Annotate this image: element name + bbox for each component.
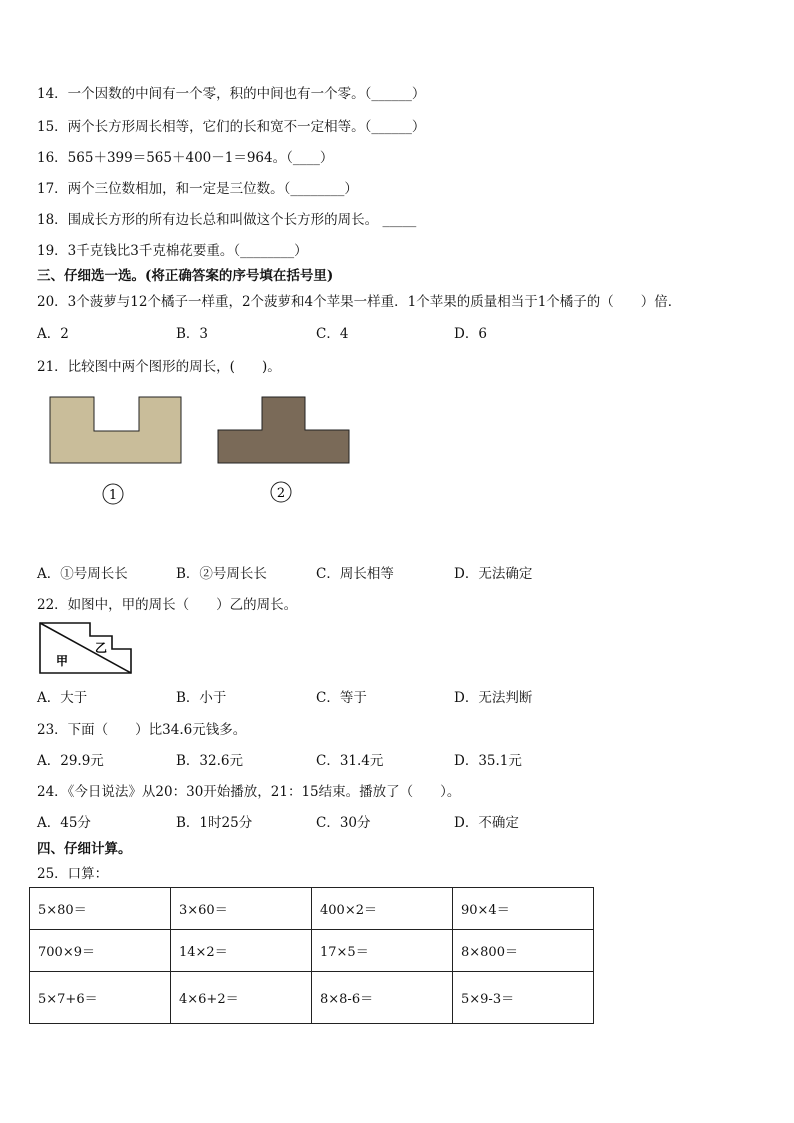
- q21-option-d: D．无法确定: [454, 566, 533, 582]
- q24-option-b: B．1时25分: [176, 815, 253, 831]
- q21-option-b: B．②号周长长: [176, 566, 267, 582]
- q24-option-d: D．不确定: [454, 815, 519, 831]
- table-row: [30, 888, 594, 930]
- table-cell: 17×5＝: [312, 930, 453, 972]
- label-yi: 乙: [95, 641, 108, 655]
- question-17: 17．两个三位数相加，和一定是三位数。（________）: [37, 181, 358, 197]
- question-19: 19．3千克钱比3千克棉花要重。（________）: [37, 243, 308, 259]
- q22-option-a: A．大于: [37, 690, 88, 706]
- table-cell: 5×80＝: [30, 888, 171, 930]
- question-14: 14．一个因数的中间有一个零，积的中间也有一个零。（______）: [37, 86, 426, 102]
- table-row: [30, 930, 594, 972]
- shape-2-label: 2: [276, 486, 286, 501]
- question-18: 18．围成长方形的所有边长总和叫做这个长方形的周长。 _____: [37, 212, 417, 228]
- table-cell: 5×9-3＝: [453, 972, 594, 1024]
- table-cell: 3×60＝: [171, 888, 312, 930]
- shape-1-label: 1: [108, 488, 118, 503]
- q24-option-c: C．30分: [316, 815, 371, 831]
- table-cell: 5×7+6＝: [30, 972, 171, 1024]
- q23-option-c: C．31.4元: [316, 753, 384, 769]
- q22-option-c: C．等于: [316, 690, 367, 706]
- q24-option-a: A．45分: [37, 815, 91, 831]
- q21-option-c: C．周长相等: [316, 566, 394, 582]
- q21-option-a: A．①号周长长: [37, 566, 128, 582]
- question-15: 15．两个长方形周长相等，它们的长和宽不一定相等。（______）: [37, 119, 426, 135]
- table-cell: 8×8-6＝: [312, 972, 453, 1024]
- shape-2-t-shape: [218, 397, 349, 463]
- question-24-stem: 24．《今日说法》从20：30开始播放，21：15结束。播放了（ ）。: [37, 784, 461, 800]
- question-21-stem: 21．比较图中两个图形的周长，( )。: [37, 359, 281, 375]
- table-cell: 400×2＝: [312, 888, 453, 930]
- question-20-stem: 20．3个菠萝与12个橘子一样重，2个菠萝和4个苹果一样重．1个苹果的质量相当于1个橘子的（ ）倍．: [37, 294, 682, 310]
- section-3-heading: 三、仔细选一选。(将正确答案的序号填在括号里): [37, 268, 334, 284]
- table-row: [30, 972, 594, 1024]
- mental-math-table: [29, 887, 594, 1024]
- q22-option-d: D．无法判断: [454, 690, 533, 706]
- q23-option-a: A．29.9元: [37, 753, 104, 769]
- q20-option-b: B．3: [176, 326, 209, 342]
- q20-option-d: D．6: [454, 326, 487, 342]
- question-22-stem: 22．如图中，甲的周长（ ）乙的周长。: [37, 597, 298, 613]
- table-cell: 700×9＝: [30, 930, 171, 972]
- q20-option-a: A．2: [37, 326, 69, 342]
- question-16: 16．565＋399＝565＋400－1＝964。（____）: [37, 150, 334, 166]
- shape-1-u-shape: [50, 397, 181, 463]
- q23-option-d: D．35.1元: [454, 753, 522, 769]
- question-25-stem: 25．口算：: [37, 866, 109, 882]
- q22-option-b: B．小于: [176, 690, 227, 706]
- section-4-heading: 四、仔细计算。: [37, 841, 132, 857]
- question-23-stem: 23．下面（ ）比34.6元钱多。: [37, 722, 247, 738]
- label-jia: 甲: [56, 654, 69, 668]
- q23-option-b: B．32.6元: [176, 753, 243, 769]
- table-cell: 8×800＝: [453, 930, 594, 972]
- table-cell: 90×4＝: [453, 888, 594, 930]
- q20-option-c: C．4: [316, 326, 349, 342]
- table-cell: 4×6+2＝: [171, 972, 312, 1024]
- table-cell: 14×2＝: [171, 930, 312, 972]
